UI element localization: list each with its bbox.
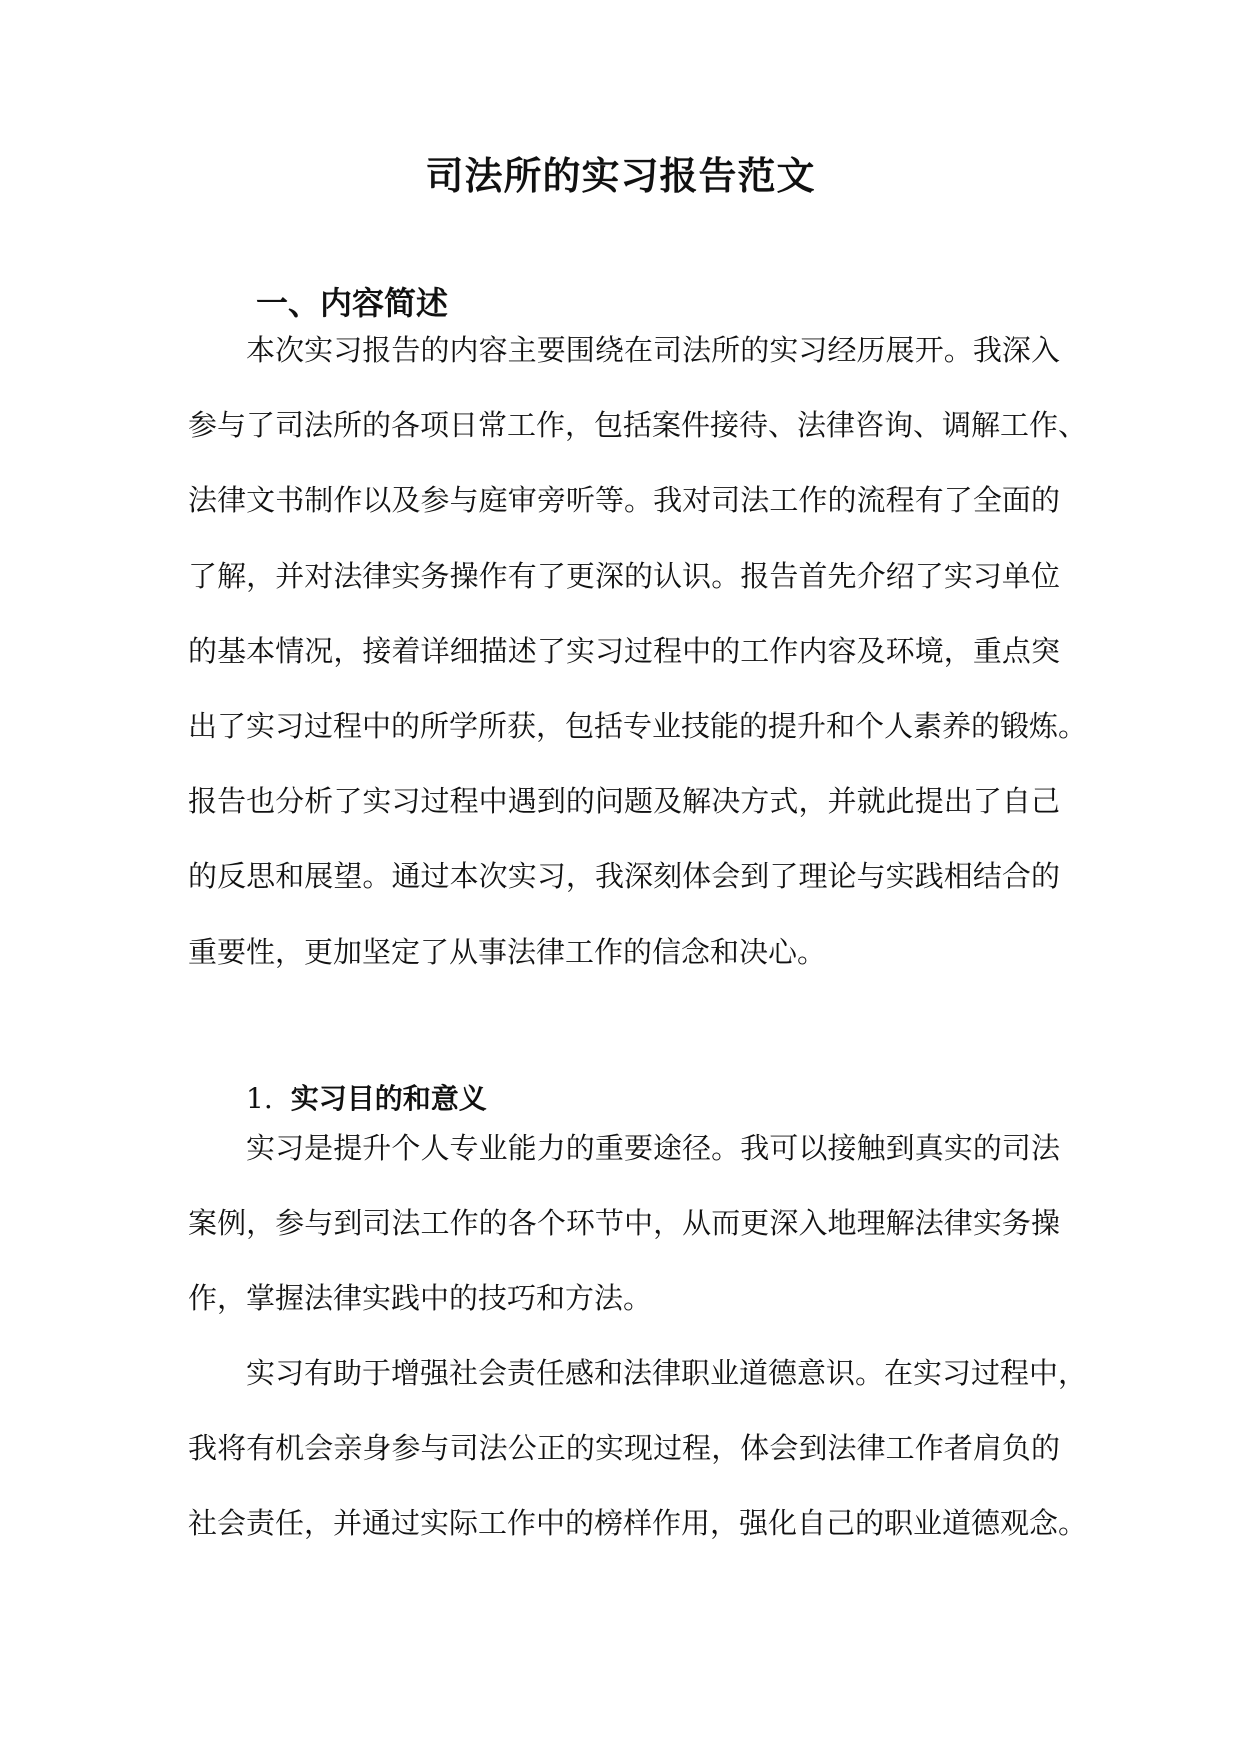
purpose-paragraph-2: [188, 1336, 1088, 1562]
paragraph-line: 参与了司法所的各项日常工作，包括案件接待、法律咨询、调解工作、: [188, 408, 1088, 443]
paragraph-line: 重要性，更加坚定了从事法律工作的信念和决心。: [188, 934, 827, 969]
paragraph-line: 社会责任，并通过实际工作中的榜样作用，强化自己的职业道德观念。: [188, 1506, 1088, 1541]
paragraph-line: 实习是提升个人专业能力的重要途径。我可以接触到真实的司法: [246, 1131, 1060, 1165]
subsection-number: 1.: [246, 1082, 273, 1115]
section-heading-summary: 一、内容简述: [256, 284, 449, 322]
paragraph-line: 出了实习过程中的所学所获，包括专业技能的提升和个人素养的锻炼。: [188, 709, 1088, 744]
paragraph-line: 作，掌握法律实践中的技巧和方法。: [188, 1281, 653, 1316]
subsection-title: 实习目的和意义: [290, 1082, 487, 1115]
paragraph-line: 我将有机会亲身参与司法公正的实现过程，体会到法律工作者肩负的: [188, 1431, 1060, 1466]
paragraph-line: 法律文书制作以及参与庭审旁听等。我对司法工作的流程有了全面的: [188, 483, 1060, 518]
summary-paragraph: [188, 313, 1088, 990]
paragraph-line: 本次实习报告的内容主要围绕在司法所的实习经历展开。我深入: [246, 333, 1060, 367]
paragraph-line: 案例，参与到司法工作的各个环节中，从而更深入地理解法律实务操: [188, 1206, 1060, 1241]
paragraph-line: 的反思和展望。通过本次实习，我深刻体会到了理论与实践相结合的: [188, 859, 1060, 894]
paragraph-line: 报告也分析了实习过程中遇到的问题及解决方式，并就此提出了自己: [188, 784, 1060, 819]
document-title: 司法所的实习报告范文: [425, 153, 816, 198]
paragraph-line: 了解，并对法律实务操作有了更深的认识。报告首先介绍了实习单位: [188, 558, 1060, 593]
purpose-paragraph-1: [188, 1111, 1060, 1337]
paragraph-line: 实习有助于增强社会责任感和法律职业道德意识。在实习过程中，: [246, 1356, 1088, 1390]
paragraph-line: 的基本情况，接着详细描述了实习过程中的工作内容及环境，重点突: [188, 633, 1060, 668]
